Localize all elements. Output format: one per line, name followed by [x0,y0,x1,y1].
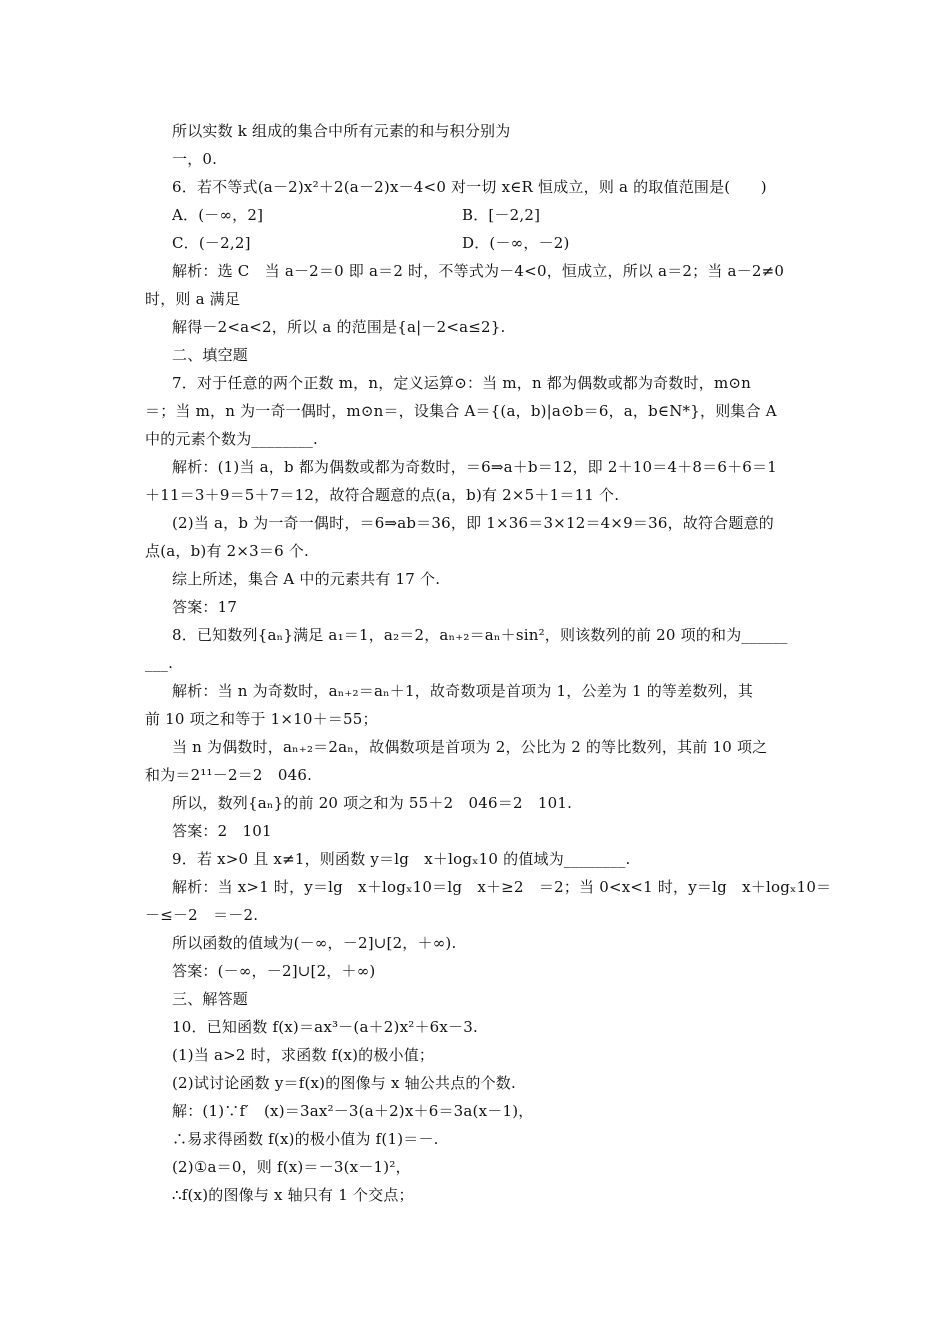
question-9: 9．若 x>0 且 x≠1，则函数 y＝lg x＋logₓ10 的值域为________. [172,850,631,868]
option-b: B．[－2,2] [462,206,541,224]
text-line: ___. [145,654,174,672]
text-line: 中的元素个数为________. [145,430,318,448]
text-line: 一，0. [172,150,218,168]
option-a: A．(－∞，2] [172,206,264,224]
text-line: 和为＝2¹¹－2＝2 046. [145,766,313,784]
text-line: 解：(1)∵f′ (x)＝3ax²－3(a＋2)x＋6＝3a(x－1)， [172,1102,534,1120]
text-line: 解析：选 C 当 a－2＝0 即 a＝2 时，不等式为－4<0，恒成立，所以 a＝2；当 a－2≠0 [172,262,785,280]
text-line: 所以，数列{aₙ}的前 20 项之和为 55＋2 046＝2 101. [172,794,573,812]
option-d: D．(－∞，－2) [462,234,570,252]
text-line: 解析：(1)当 a，b 都为偶数或都为奇数时，＝6⇒a＋b＝12，即 2＋10＝4＋8＝6＋6＝1 [172,458,777,476]
text-line: (1)当 a>2 时，求函数 f(x)的极小值； [172,1046,435,1064]
text-line: 解得－2<a<2，所以 a 的范围是{a|－2<a≤2}. [172,318,506,336]
text-line: 综上所述，集合 A 中的元素共有 17 个. [172,570,441,588]
answer-line: 答案：(－∞，－2]∪[2，＋∞) [172,962,376,980]
text-line: －≤－2 ＝－2. [145,906,259,924]
section-heading: 二、填空题 [172,346,249,364]
text-line: 解析：当 x>1 时，y＝lg x＋logₓ10＝lg x＋≥2 ＝2；当 0<x<1 时，y＝lg x＋logₓ10＝ [172,878,832,896]
text-line: 时，则 a 满足 [145,290,241,308]
section-heading: 三、解答题 [172,990,249,1008]
answer-line: 答案：17 [172,598,238,616]
text-line: 当 n 为偶数时，aₙ₊₂＝2aₙ，故偶数项是首项为 2，公比为 2 的等比数列，其前 10 项之 [172,738,768,756]
text-line: (2)①a＝0，则 f(x)＝－3(x－1)²， [172,1158,411,1176]
text-line: ∴f(x)的图像与 x 轴只有 1 个交点； [172,1186,414,1204]
text-line: 所以函数的值域为(－∞，－2]∪[2，＋∞). [172,934,457,952]
text-line: (2)当 a，b 为一奇一偶时，＝6⇒ab＝36，即 1×36＝3×12＝4×9＝36，故符合题意的 [172,514,774,532]
text-line: ∴易求得函数 f(x)的极小值为 f(1)＝－. [172,1130,439,1148]
text-line: 前 10 项之和等于 1×10＋＝55； [145,710,378,728]
text-line: 点(a，b)有 2×3＝6 个. [145,542,309,560]
text-line: ＋11＝3＋9＝5＋7＝12，故符合题意的点(a，b)有 2×5＋1＝11 个. [145,486,620,504]
question-7: 7．对于任意的两个正数 m，n，定义运算⊙：当 m，n 都为偶数或都为奇数时，m⊙n [172,374,752,392]
question-6: 6．若不等式(a－2)x²＋2(a－2)x－4<0 对一切 x∈R 恒成立，则 a 的取值范围是( ) [172,178,767,196]
question-8: 8．已知数列{aₙ}满足 a₁＝1，a₂＝2，aₙ₊₂＝aₙ＋sin²，则该数列的前 20 项的和为______ [172,626,788,644]
text-line: ＝；当 m，n 为一奇一偶时，m⊙n＝，设集合 A＝{(a，b)|a⊙b＝6，a，b∈N*}，则集合 A [145,402,777,420]
answer-line: 答案：2 101 [172,822,272,840]
text-line: 所以实数 k 组成的集合中所有元素的和与积分别为 [172,122,511,140]
option-c: C．(－2,2] [172,234,251,252]
text-line: (2)试讨论函数 y＝f(x)的图像与 x 轴公共点的个数. [172,1074,516,1092]
text-line: 解析：当 n 为奇数时，aₙ₊₂＝aₙ＋1，故奇数项是首项为 1，公差为 1 的等差数列，其 [172,682,754,700]
question-10: 10．已知函数 f(x)＝ax³－(a＋2)x²＋6x－3. [172,1018,478,1036]
